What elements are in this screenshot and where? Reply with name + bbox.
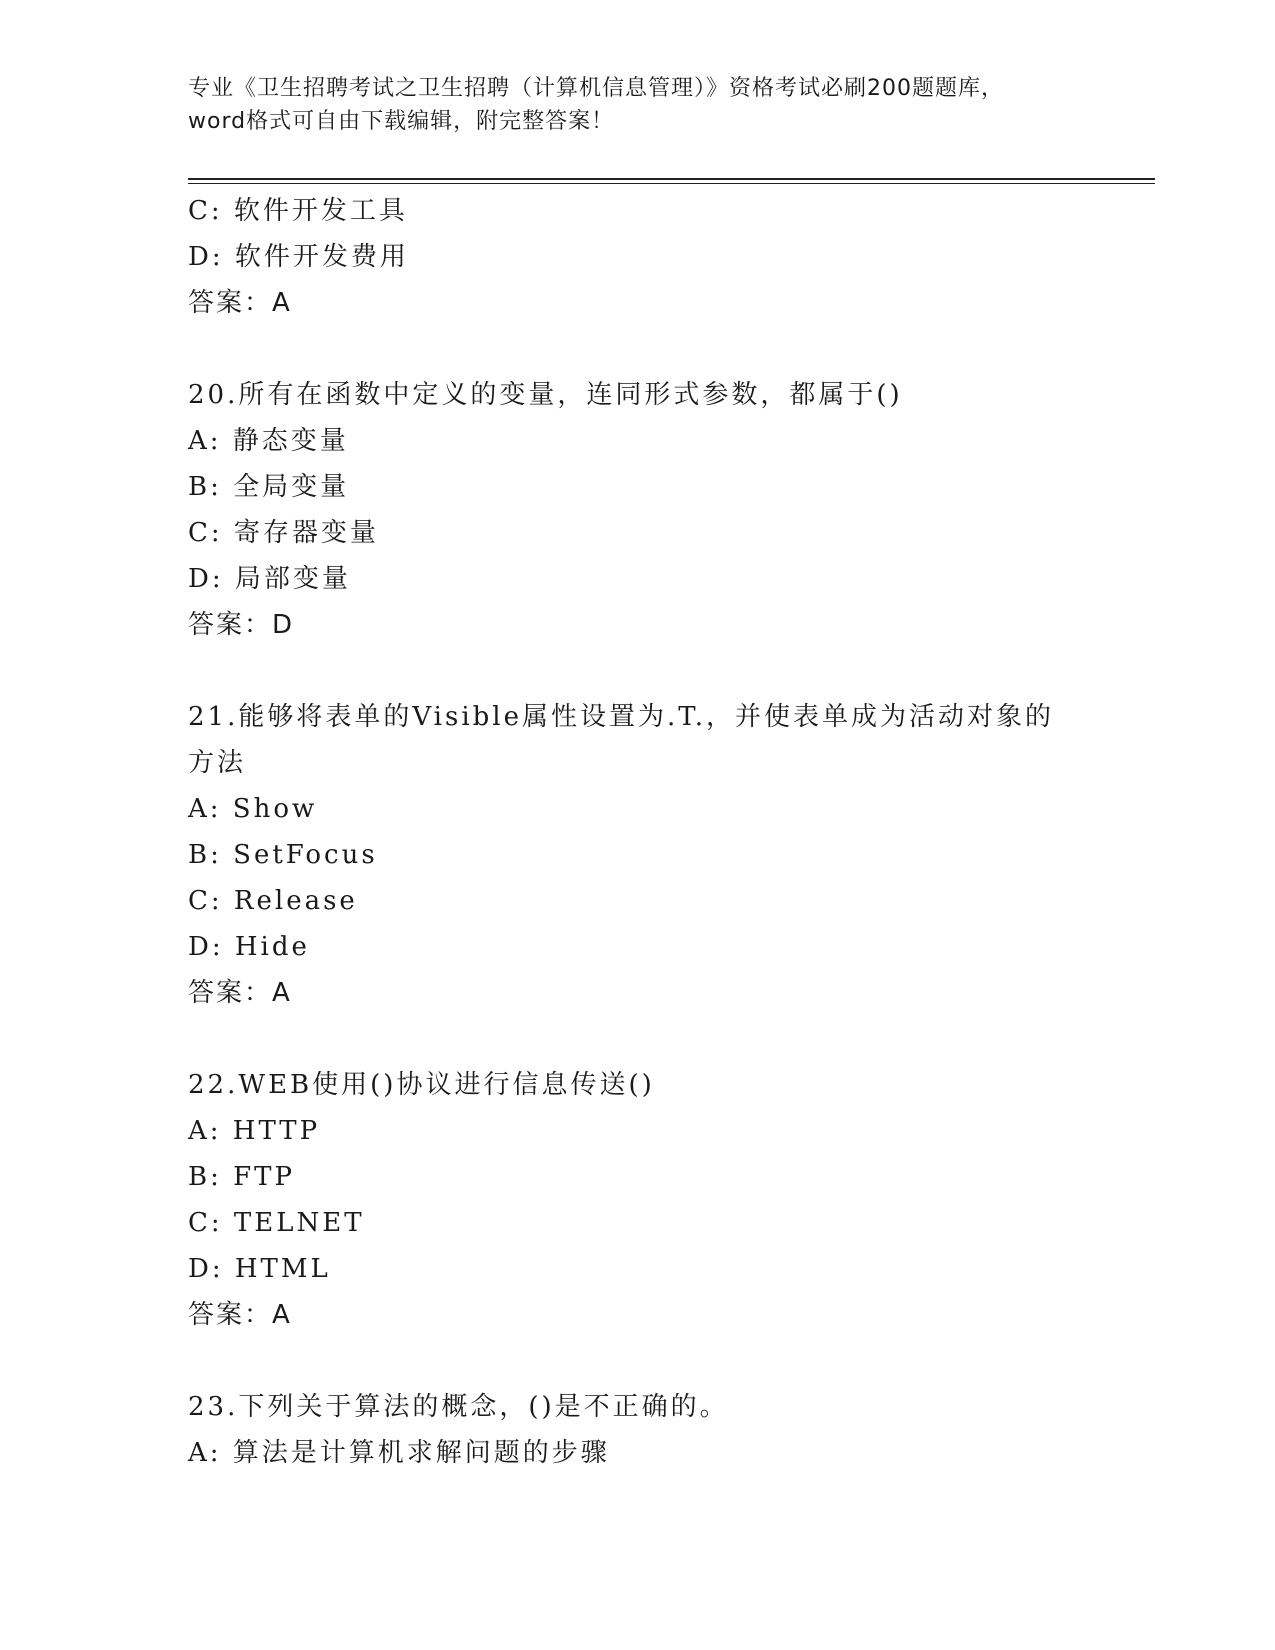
option-d: D: HTML: [188, 1254, 331, 1284]
header-title-line-1: 专业《卫生招聘考试之卫生招聘（计算机信息管理）》资格考试必刷200题题库，: [188, 76, 1004, 101]
spacer: [188, 1016, 1088, 1062]
option-b: B: SetFocus: [188, 840, 378, 870]
question-stem: 22.WEB使用()协议进行信息传送(): [188, 1070, 655, 1100]
question-22: [188, 1062, 1088, 1338]
header-title-line-2: word格式可自由下载编辑，附完整答案！: [188, 109, 615, 134]
option-b: B: 全局变量: [188, 472, 350, 502]
question-19-tail: [188, 188, 1088, 326]
document-header: [188, 72, 1088, 138]
option-d: D: 局部变量: [188, 564, 351, 594]
spacer: [188, 1338, 1088, 1384]
header-divider-thick: [188, 178, 1155, 180]
answer: 答案：A: [188, 978, 292, 1008]
question-23: [188, 1384, 1088, 1476]
option-a: A: 静态变量: [188, 426, 349, 456]
question-stem: 23.下列关于算法的概念，()是不正确的。: [188, 1392, 729, 1422]
header-divider-thin: [188, 183, 1155, 184]
option-c: C: 寄存器变量: [188, 518, 379, 548]
answer: 答案：A: [188, 1300, 292, 1330]
option-a: A: HTTP: [188, 1116, 321, 1146]
option-c: C: TELNET: [188, 1208, 365, 1238]
question-stem: 20.所有在函数中定义的变量，连同形式参数，都属于(): [188, 380, 903, 410]
option-d: D: Hide: [188, 932, 310, 962]
option-a: A: 算法是计算机求解问题的步骤: [188, 1438, 610, 1468]
answer: 答案：A: [188, 288, 292, 318]
question-stem-continued: 方法: [188, 748, 247, 778]
spacer: [188, 648, 1088, 694]
option-b: B: FTP: [188, 1162, 296, 1192]
option-c: C: Release: [188, 886, 358, 916]
option-a: A: Show: [188, 794, 318, 824]
option-c: C: 软件开发工具: [188, 196, 408, 226]
question-21: [188, 694, 1088, 1016]
question-20: [188, 372, 1088, 648]
answer: 答案：D: [188, 610, 295, 640]
question-list: [188, 188, 1088, 1476]
option-d: D: 软件开发费用: [188, 242, 409, 272]
question-stem: 21.能够将表单的Visible属性设置为.T.，并使表单成为活动对象的: [188, 702, 1055, 732]
spacer: [188, 326, 1088, 372]
